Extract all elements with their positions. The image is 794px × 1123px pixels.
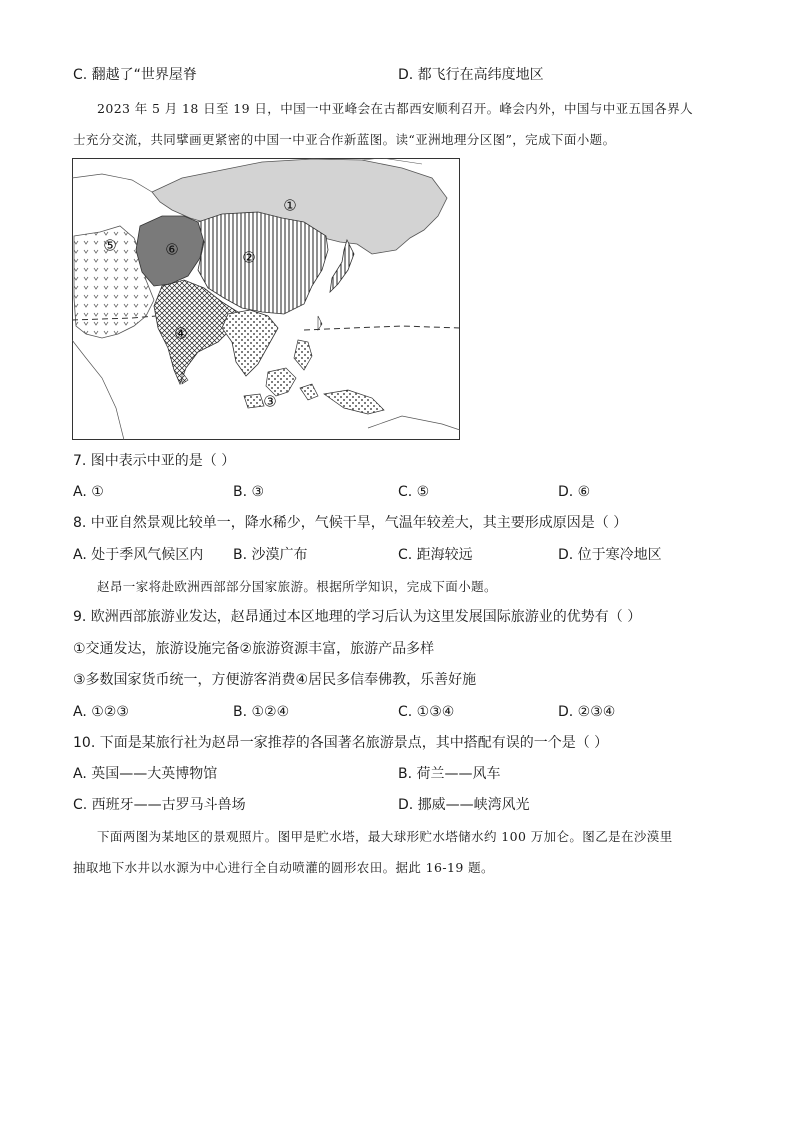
q9-statement-line: ③多数国家货币统一，方便游客消费④居民多信奉佛教，乐善好施 [73, 672, 477, 688]
region-label-5: ⑤ [103, 236, 117, 255]
q7-option-c[interactable]: C. ⑤ [398, 484, 430, 500]
q7-option-a[interactable]: A. ① [73, 484, 104, 500]
intro-paragraph-line: 抽取地下水井以水源为中心进行全自动喷灌的圆形农田。据此 16-19 题。 [73, 860, 494, 875]
intro-paragraph-line: 赵昂一家将赴欧洲西部部分国家旅游。根据所学知识，完成下面小题。 [97, 579, 497, 594]
q9-option-a[interactable]: A. ①②③ [73, 704, 129, 720]
intro-paragraph-line: 士充分交流，共同擘画更紧密的中国一中亚合作新蓝图。读“亚洲地理分区图”，完成下面小题。 [73, 132, 616, 147]
asia-region-map [72, 158, 460, 440]
intro-paragraph-line: 2023 年 5 月 18 日至 19 日，中国一中亚峰会在古都西安顺利召开。峰会内外，中国与中亚五国各界人 [97, 101, 693, 116]
q8-option-a[interactable]: A. 处于季风气候区内 [73, 547, 204, 563]
q7-option-d[interactable]: D. ⑥ [558, 484, 591, 500]
question-8-stem: 8. 中亚自然景观比较单一，降水稀少，气候干旱，气温年较差大，其主要形成原因是（ ） [73, 515, 628, 531]
q7-option-b[interactable]: B. ③ [233, 484, 265, 500]
region-label-6: ⑥ [165, 240, 179, 259]
region-label-1: ① [283, 196, 297, 215]
q10-option-d[interactable]: D. 挪威——峡湾风光 [398, 797, 530, 813]
q9-option-b[interactable]: B. ①②④ [233, 704, 290, 720]
region-label-3: ③ [263, 392, 277, 411]
q9-option-d[interactable]: D. ②③④ [558, 704, 616, 720]
question-7-stem: 7. 图中表示中亚的是（ ） [73, 453, 236, 469]
question-9-stem: 9. 欧洲西部旅游业发达，赵昂通过本区地理的学习后认为这里发展国际旅游业的优势有（ ） [73, 609, 642, 625]
q10-option-a[interactable]: A. 英国——大英博物馆 [73, 766, 218, 782]
q8-option-b[interactable]: B. 沙漠广布 [233, 547, 308, 563]
prev-option-c: C. 翻越了“世界屋脊 [73, 67, 197, 83]
q9-option-c[interactable]: C. ①③④ [398, 704, 455, 720]
q10-option-b[interactable]: B. 荷兰——风车 [398, 766, 501, 782]
region-label-2: ② [242, 248, 256, 267]
prev-option-d: D. 都飞行在高纬度地区 [398, 67, 544, 83]
q8-option-d[interactable]: D. 位于寒冷地区 [558, 547, 662, 563]
q8-option-c[interactable]: C. 距海较远 [398, 547, 473, 563]
question-10-stem: 10. 下面是某旅行社为赵昂一家推荐的各国著名旅游景点，其中搭配有误的一个是（ ） [73, 735, 609, 751]
q9-statement-line: ①交通发达，旅游设施完备②旅游资源丰富，旅游产品多样 [73, 641, 435, 657]
intro-paragraph-line: 下面两图为某地区的景观照片。图甲是贮水塔，最大球形贮水塔储水约 100 万加仑。图乙是在沙漠里 [97, 829, 673, 844]
q10-option-c[interactable]: C. 西班牙——古罗马斗兽场 [73, 797, 246, 813]
region-label-4: ④ [174, 324, 188, 343]
